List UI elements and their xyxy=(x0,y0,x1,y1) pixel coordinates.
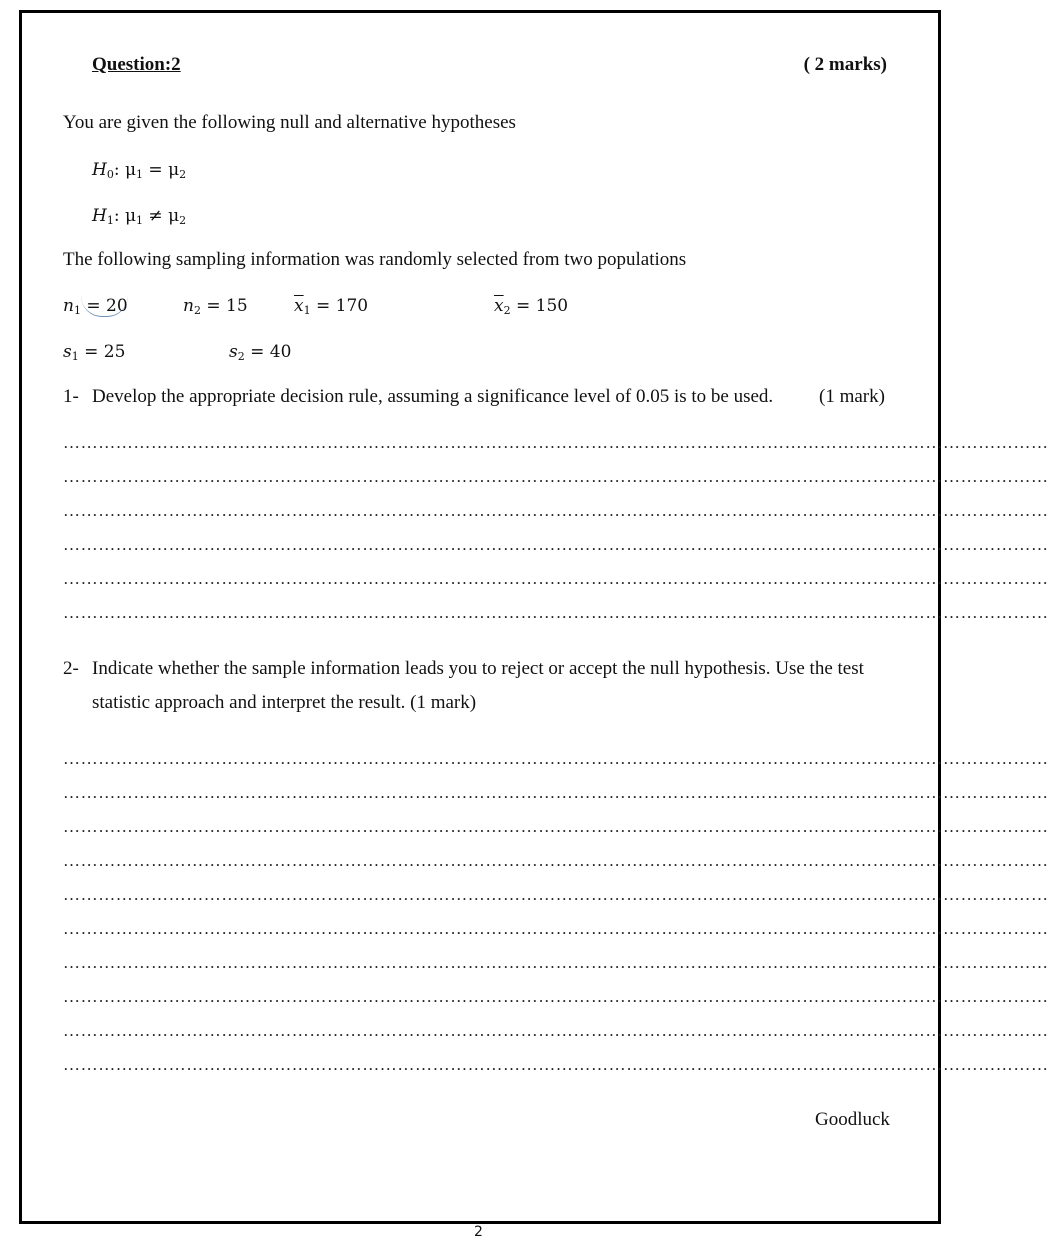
item-1-marks: (1 mark) xyxy=(819,386,885,407)
answer-line: …………………………………………………………………………………………………………………………………………………… xyxy=(63,919,1049,938)
alternative-hypothesis: $H_1$: $\mu_1 \ne \mu_2$ xyxy=(92,206,187,227)
item-2-number: 2- xyxy=(63,658,79,679)
answer-line: …………………………………………………………………………………………………………………………………………………… xyxy=(63,467,1049,486)
question-marks: ( 2 marks) xyxy=(803,54,887,75)
hypotheses-intro: You are given the following null and alternative hypotheses xyxy=(63,112,516,133)
answer-line: …………………………………………………………………………………………………………………………………………………… xyxy=(63,603,1049,622)
n2-value: $n_2 = 15$ xyxy=(183,296,248,317)
answer-line: …………………………………………………………………………………………………………………………………………………… xyxy=(63,987,1049,1006)
question-title: Question:2 xyxy=(92,54,181,75)
s2-value: $s_2 = 40$ xyxy=(229,342,292,363)
answer-line: …………………………………………………………………………………………………………………………………………………… xyxy=(63,885,1049,904)
item-1-number: 1- xyxy=(63,386,79,407)
answer-line: …………………………………………………………………………………………………………………………………………………… xyxy=(63,501,1049,520)
item-2-text-line2: statistic approach and interpret the result. (1 mark) xyxy=(92,692,477,713)
answer-line: …………………………………………………………………………………………………………………………………………………… xyxy=(63,749,1049,768)
answer-line: …………………………………………………………………………………………………………………………………………………… xyxy=(63,535,1049,554)
answer-line: …………………………………………………………………………………………………………………………………………………… xyxy=(63,817,1049,836)
page-number: 2 xyxy=(474,1224,483,1240)
closing-text: Goodluck xyxy=(815,1109,890,1130)
x1-mean: $\overline{x}_1 = 170$ xyxy=(294,296,369,317)
n1-value: $n_1 = 20$ xyxy=(63,296,128,317)
answer-line: …………………………………………………………………………………………………………………………………………………… xyxy=(63,1055,1049,1074)
item-1-text: Develop the appropriate decision rule, assuming a significance level of 0.05 is to be used. xyxy=(92,386,774,407)
item-2-text-line1: Indicate whether the sample information leads you to reject or accept the null hypothesis. Use the test xyxy=(92,658,864,679)
answer-line: …………………………………………………………………………………………………………………………………………………… xyxy=(63,569,1049,588)
null-hypothesis: $H_0$: $\mu_1 = \mu_2$ xyxy=(92,160,187,181)
s1-value: $s_1 = 25$ xyxy=(63,342,126,363)
answer-line: …………………………………………………………………………………………………………………………………………………… xyxy=(63,433,1049,452)
answer-line: …………………………………………………………………………………………………………………………………………………… xyxy=(63,851,1049,870)
answer-line: …………………………………………………………………………………………………………………………………………………… xyxy=(63,1021,1049,1040)
answer-line: …………………………………………………………………………………………………………………………………………………… xyxy=(63,953,1049,972)
x2-mean: $\overline{x}_2 = 150$ xyxy=(494,296,569,317)
sampling-intro: The following sampling information was randomly selected from two populations xyxy=(63,249,687,270)
answer-line: …………………………………………………………………………………………………………………………………………………… xyxy=(63,783,1049,802)
